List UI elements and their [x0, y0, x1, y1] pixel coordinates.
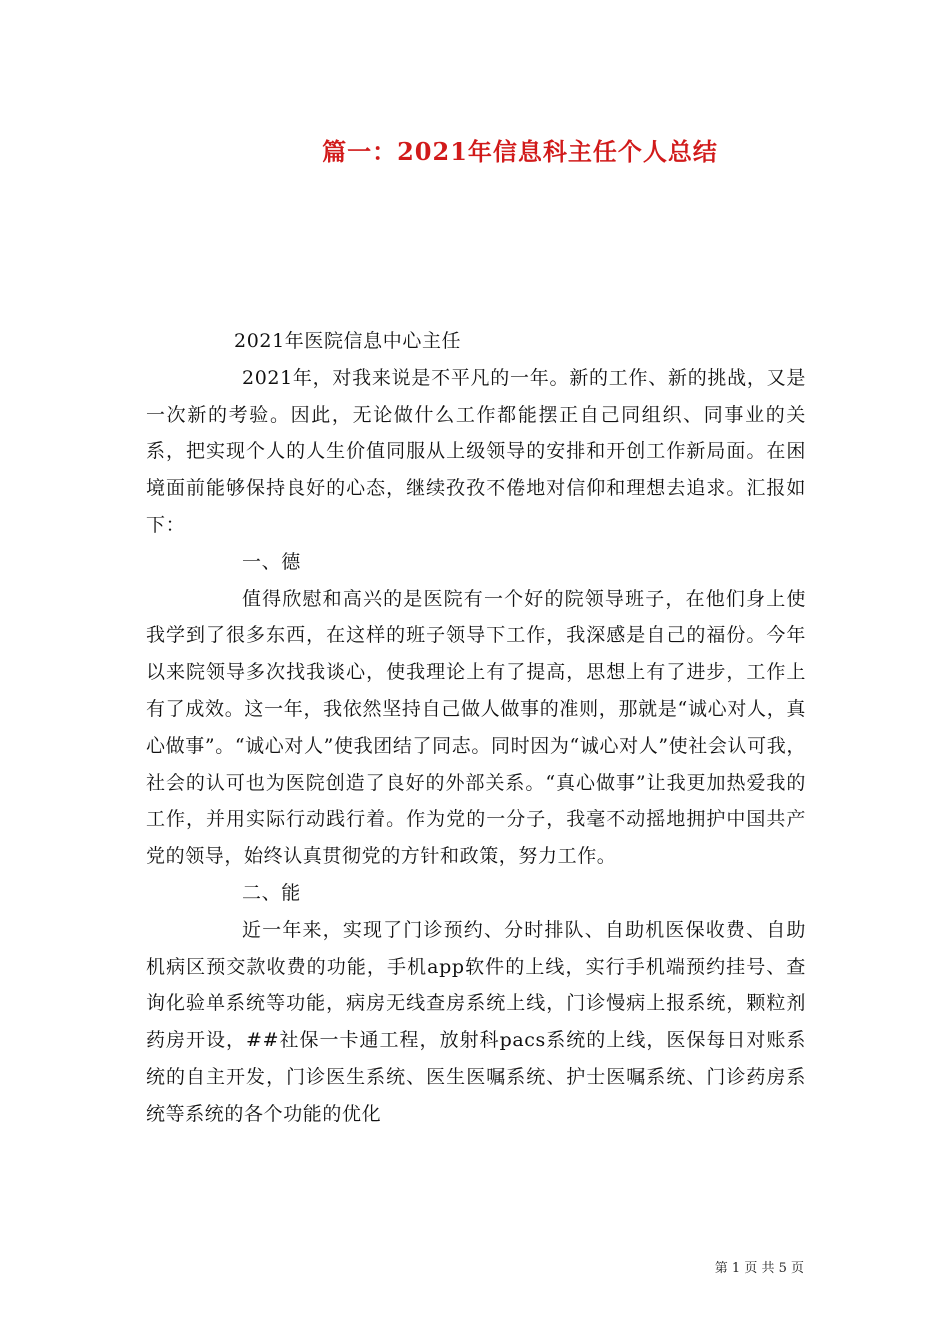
neng-paragraph: 近一年来，实现了门诊预约、分时排队、自助机医保收费、自助机病区预交款收费的功能，手机app软件的上线，实行手机端预约挂号、查询化验单系统等功能，病房无线查房系统上线，门诊慢病上报系统，颗粒剂药房开设，##社保一卡通工程，放射科pacs系统的上线，医保每日对账系统的自主开发，门诊医生系统、医生医嘱系统、护士医嘱系统、门诊药房系统等系统的各个功能的优化	[146, 918, 806, 1125]
document-title: 篇一：2021年信息科主任个人总结	[322, 137, 718, 166]
section-heading-de: 一、德	[242, 550, 301, 573]
document-body	[146, 323, 806, 1133]
page-number-footer: 第 1 页 共 5 页	[714, 1261, 804, 1276]
de-paragraph: 值得欣慰和高兴的是医院有一个好的院领导班子，在他们身上使我学到了很多东西，在这样的班子领导下工作，我深感是自己的福份。今年以来院领导多次找我谈心，使我理论上有了提高，思想上有了进步，工作上有了成效。这一年，我依然坚持自己做人做事的准则，那就是“诚心对人，真心做事”。“诚心对人”使我团结了同志。同时因为“诚心对人”使社会认可我，社会的认可也为医院创造了良好的外部关系。“真心做事”让我更加热爱我的工作，并用实际行动践行着。作为党的一分子，我毫不动摇地拥护中国共产党的领导，始终认真贯彻党的方针和政策，努力工作。	[146, 587, 806, 868]
intro-paragraph: 2021年，对我来说是不平凡的一年。新的工作、新的挑战，又是一次新的考验。因此，无论做什么工作都能摆正自己同组织、同事业的关系，把实现个人的人生价值同服从上级领导的安排和开创工作新局面。在困境面前能够保持良好的心态，继续孜孜不倦地对信仰和理想去追求。汇报如下：	[146, 366, 806, 536]
section-heading-neng: 二、能	[242, 881, 301, 904]
document-subtitle: 2021年医院信息中心主任	[234, 330, 462, 352]
